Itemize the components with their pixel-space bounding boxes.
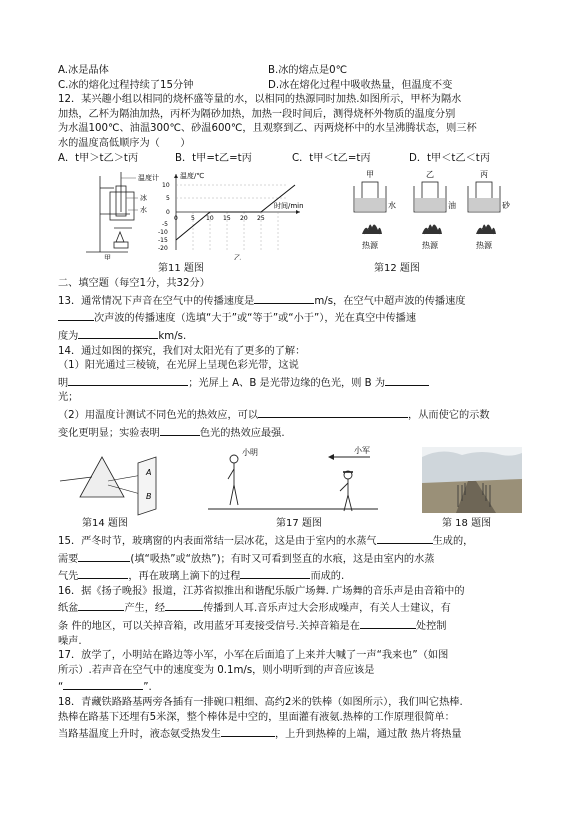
- q14-text-c: （2）用温度计测试不同色光的热效应，可以: [58, 409, 259, 421]
- q16-line1: 16．据《扬子晚报》报道，江苏省拟推出和谐配乐版广场舞. 广场舞的音乐声是由音箱中的: [58, 585, 465, 597]
- q14-text-f: 色光的热效应最强.: [199, 427, 285, 439]
- fig12-label-bing: 丙: [480, 170, 488, 180]
- fig11-ytick: -5: [162, 221, 168, 229]
- q18-text-a: 当路基温度上升时，液态氨受热发生: [58, 729, 221, 741]
- fig17-label-xiaoming: 小明: [242, 448, 258, 458]
- q13-text-b: m/s，在空气中超声波的传播速度: [314, 295, 466, 307]
- figures-11-12: [58, 168, 526, 260]
- q14-blank-4[interactable]: [160, 424, 200, 436]
- q13-text-a: 13．通常情况下声音在空气中的传播速度是: [58, 295, 255, 307]
- q12-line1: 12．某兴趣小组以相同的烧杯盛等量的水，以相同的热源同时加热.如图所示，甲杯为隔水: [58, 94, 462, 106]
- fig11-ytick: 5: [166, 195, 170, 203]
- fig12-label-sand: 砂: [502, 201, 510, 211]
- q13-blank-1[interactable]: [254, 292, 314, 304]
- q16-text-a: 纸盆: [58, 603, 79, 615]
- fig12-caption: 第12 题图: [374, 263, 420, 275]
- caption-row-14-17-18: [58, 517, 526, 532]
- q11-option-a: A.冰是晶体: [58, 65, 109, 76]
- q18-line1: 18．青藏铁路路基两旁各插有一排碗口粗细、高约2米的铁棒（如图所示），我们叫它热棒.: [58, 697, 463, 709]
- q17-line1: 17．放学了，小明站在路边等小军，小军在后面追了上来并大喊了一声“我来也”（如图: [58, 650, 449, 662]
- q16-blank-3[interactable]: [360, 617, 416, 629]
- q17-text-b: ”.: [143, 682, 152, 694]
- q16-line4: 噪声.: [58, 635, 82, 647]
- q15-text-c: 需要: [58, 553, 79, 565]
- fig11-label-water: 水: [140, 206, 147, 215]
- fig11-label-thermometer: 温度计: [138, 174, 159, 183]
- q16-blank-1[interactable]: [78, 599, 124, 611]
- q14-line1: 14．通过如图的探究，我们对太阳光有了更多的了解：: [58, 345, 306, 357]
- q13-text-c: 次声波的传播速度（选填“大于”或“等于”或“小于”），光在真空中传播速: [94, 313, 417, 325]
- fig12-heat-source: 热源: [476, 241, 492, 251]
- q15-line1: [58, 532, 526, 550]
- fig14-prism: [60, 457, 156, 515]
- fig12-label-jia: 甲: [366, 170, 374, 180]
- fig11-label-ice: 冰: [140, 194, 147, 203]
- q15-blank-4[interactable]: [240, 567, 310, 579]
- fig11-xtick: 10: [206, 215, 214, 223]
- q15-text-b: 生成的，: [432, 536, 474, 548]
- q11-options-row1: [58, 64, 526, 79]
- q12-option-a: A．t甲＞t乙＞t丙: [58, 152, 139, 164]
- q15-text-g: 而成的.: [310, 571, 345, 583]
- fig11-label-yi: 乙: [234, 254, 241, 261]
- q12-line2: 加热，乙杯为隔油加热，丙杯为隔砂加热，加热一段时间后，测得烧杯外物质的温度分别: [58, 108, 456, 120]
- fig14-17-18-svg: [58, 445, 526, 517]
- q18-text-b: ，上升到热棒的上端，通过散 热片将热量: [275, 729, 462, 741]
- q15-text-f: ，再在玻璃上滴下的过程: [128, 571, 241, 583]
- fig11-xtick: 0: [174, 215, 178, 223]
- q15-text-e: 气先: [58, 571, 79, 583]
- q12-line4: 水的温度高低顺序为（ ）: [58, 137, 191, 149]
- q13-line3: [58, 327, 526, 345]
- fig14-caption: 第14 题图: [82, 518, 128, 530]
- fig11-12-svg: [58, 168, 526, 260]
- fig11-label-jia: 甲: [104, 254, 111, 261]
- q11-option-c: C.冰的熔化过程持续了15分钟: [58, 79, 194, 91]
- q12-options: [58, 152, 526, 167]
- q15-blank-1[interactable]: [377, 532, 433, 544]
- q11-option-b: B.冰的熔点是0℃: [268, 65, 348, 76]
- q15-blank-2[interactable]: [78, 550, 130, 562]
- q11-options-row2: [58, 79, 526, 94]
- figures-14-17-18: [58, 445, 526, 517]
- q14-line3: [58, 374, 526, 392]
- q18-blank-1[interactable]: [221, 725, 275, 737]
- q16-text-d: 条 件的地区，可以关掉音箱，改用蓝牙耳麦接受信号.关掉音箱是在: [58, 621, 360, 633]
- q16-text-b: 产生，经: [124, 603, 166, 615]
- fig11-xtick: 25: [257, 215, 265, 223]
- q14-line4: 光；: [58, 392, 79, 404]
- q16-line3: [58, 617, 526, 635]
- q12-line3: 为水温100℃、油温300℃、砂温600℃，且观察到乙、丙两烧杯中的水呈沸腾状态，则三杯: [58, 123, 477, 135]
- fig17-label-xiaojun: 小军: [354, 446, 370, 456]
- q14-text-e: 变化更明显；实验表明: [58, 427, 160, 439]
- q15-text-a: 15．严冬时节，玻璃窗的内表面常结一层冰花，这是由于室内的水蒸气: [58, 536, 377, 548]
- q13-text-d: 度为: [58, 330, 79, 342]
- q14-line2: （1）阳光通过三棱镜，在光屏上呈现色彩光带，这说: [58, 360, 299, 372]
- fig12-label-oil: 油: [448, 201, 456, 211]
- q11-option-d: D.冰在熔化过程中吸收热量，但温度不变: [268, 79, 453, 91]
- fig11-ytick: -20: [158, 245, 168, 253]
- q17-line2: 所示）.若声音在空气中的速度变为 0.1m/s，则小明听到的声音应该是: [58, 664, 375, 676]
- q16-blank-2[interactable]: [165, 599, 203, 611]
- fig11-xlabel: 时间/min: [274, 202, 304, 211]
- q14-line5: [58, 406, 526, 424]
- q18-line3: [58, 725, 526, 743]
- q15-blank-3[interactable]: [78, 567, 128, 579]
- fig14-label-a: A: [146, 468, 152, 478]
- caption-row-11-12: [58, 262, 526, 277]
- q14-blank-1[interactable]: [68, 374, 188, 386]
- fig18-photo: [422, 447, 522, 513]
- q13-blank-2[interactable]: [58, 309, 94, 321]
- q14-line6: [58, 424, 526, 442]
- q13-line1: [58, 292, 526, 310]
- fig14-label-b: B: [146, 492, 152, 502]
- fig12-label-yi: 乙: [426, 170, 434, 180]
- fig11-ytick: -15: [158, 237, 168, 245]
- q12-option-c: C．t甲＜t乙=t丙: [292, 152, 371, 164]
- fig11-apparatus: [86, 172, 134, 252]
- q17-line3: [58, 678, 526, 696]
- q13-blank-3[interactable]: [78, 327, 158, 339]
- q16-text-c: 传播到人耳.音乐声过大会形成噪声，有关人士建议，有: [203, 603, 451, 615]
- q13-text-e: km/s.: [158, 330, 187, 342]
- q14-blank-3[interactable]: [258, 406, 408, 418]
- fig11-ytick: -10: [158, 229, 168, 237]
- q15-line3: [58, 567, 526, 585]
- fig11-xtick: 5: [191, 215, 195, 223]
- q14-blank-2[interactable]: [385, 374, 429, 386]
- q12-option-d: D．t甲＜t乙＜t丙: [409, 152, 490, 164]
- fig18-caption: 第 18 题图: [442, 518, 492, 530]
- fig11-ytick: 0: [166, 209, 170, 217]
- fig17-caption: 第17 题图: [276, 518, 322, 530]
- exam-page: [58, 64, 526, 743]
- q18-line2: 热棒在路基下还埋有5米深，整个棒体是中空的，里面灌有液氨.热棒的工作原理很简单：: [58, 711, 455, 723]
- fig12-heat-source: 热源: [362, 241, 378, 251]
- fig11-xtick: 20: [240, 215, 248, 223]
- q14-text-d: ，从而使它的示数: [408, 409, 490, 421]
- fig17-scene: [208, 455, 378, 511]
- q15-text-d: (填“吸热”或“放热”)；有时又可看到竖直的水痕，这是由室内的水蒸: [130, 553, 435, 565]
- fig11-caption: 第11 题图: [158, 263, 204, 275]
- q16-line2: [58, 599, 526, 617]
- fig11-ytick: 10: [162, 182, 170, 190]
- section-2-heading: 二、填空题（每空1分，共32分）: [58, 278, 210, 290]
- q12-option-b: B．t甲=t乙=t丙: [175, 152, 252, 164]
- q16-text-e: 处控制: [415, 621, 447, 633]
- q17-blank-1[interactable]: [63, 678, 143, 690]
- q14-text-a: 明: [58, 377, 69, 389]
- fig11-ylabel: 温度/℃: [180, 172, 205, 181]
- fig12-label-water: 水: [388, 201, 396, 211]
- fig11-graph: [174, 174, 300, 250]
- fig11-xtick: 15: [223, 215, 231, 223]
- q15-line2: [58, 550, 526, 568]
- fig12-heat-source: 热源: [422, 241, 438, 251]
- q13-line2: [58, 309, 526, 327]
- q14-text-b: ；光屏上 A、B 是光带边缘的色光，则 B 为: [188, 377, 386, 389]
- q17-text-a: “: [58, 682, 64, 694]
